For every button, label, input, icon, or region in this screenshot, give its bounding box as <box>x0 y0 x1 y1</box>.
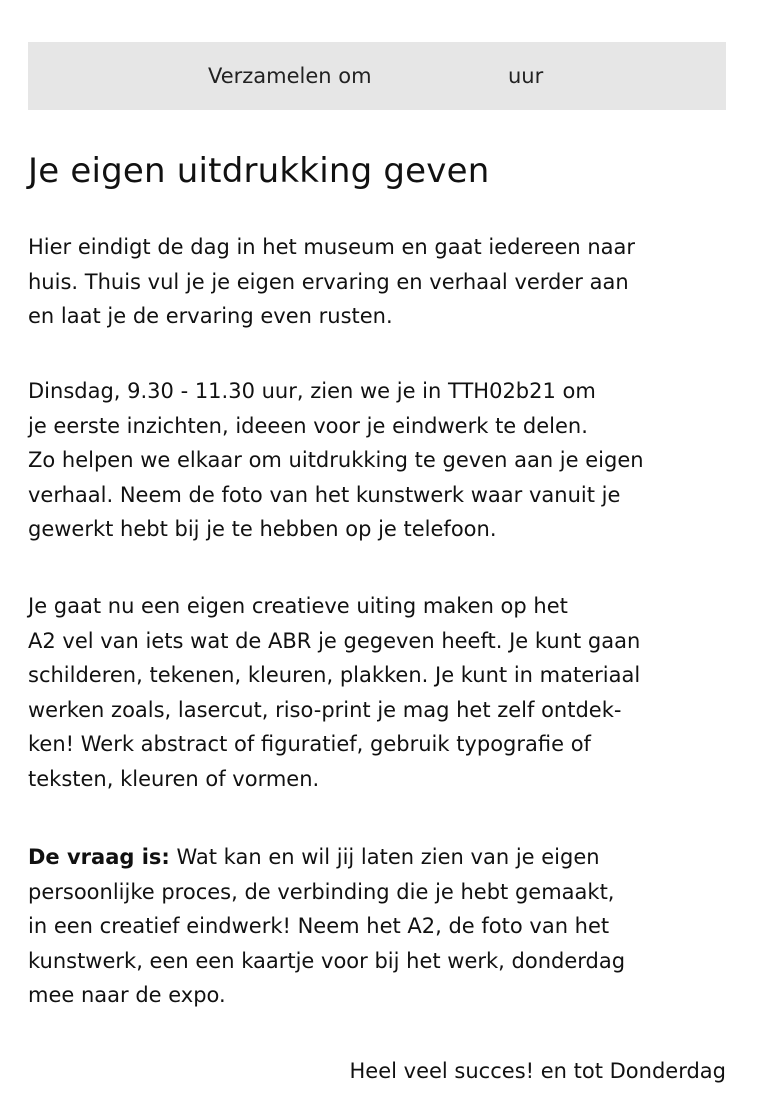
paragraph-creative-work <box>28 589 726 797</box>
question-text: Wat kan en wil jij laten zien van je eigen <box>169 845 600 869</box>
text-line: mee naar de expo. <box>28 983 226 1008</box>
text-line: teksten, kleuren of vormen. <box>28 766 320 791</box>
text-line: Je gaat nu een eigen creatieve uiting maken op het <box>28 594 568 618</box>
text-line: Hier eindigt de dag in het museum en gaat iedereen naar <box>28 235 636 259</box>
gathering-unit: uur <box>508 64 544 88</box>
paragraph-end-of-day <box>28 230 726 334</box>
text-line: Dinsdag, 9.30 - 11.30 uur, zien we je in TTH02b21 om <box>28 379 596 403</box>
paragraph-question <box>28 840 726 1013</box>
text-line: Zo helpen we elkaar om uitdrukking te geven aan je eigen <box>28 448 644 473</box>
text-line: werken zoals, lasercut, riso-print je mag het zelf ontdek- <box>28 697 622 722</box>
text-line: ken! Werk abstract of figuratief, gebruik typografie of <box>28 732 591 757</box>
text-line <box>28 840 726 875</box>
text-line: in een creatief eindwerk! Neem het A2, de foto van het <box>28 914 610 939</box>
gathering-time-banner <box>28 42 726 110</box>
text-line: schilderen, tekenen, kleuren, plakken. Je kunt in materiaal <box>28 663 641 688</box>
text-line: A2 vel van iets wat de ABR je gegeven heeft. Je kunt gaan <box>28 628 641 653</box>
text-line: je eerste inzichten, ideeen voor je eindwerk te delen. <box>28 413 588 438</box>
text-line: gewerkt hebt bij je te hebben op je telefoon. <box>28 517 497 542</box>
text-line: persoonlijke proces, de verbinding die je hebt gemaakt, <box>28 879 615 904</box>
question-lead: De vraag is: <box>28 845 170 869</box>
text-line: en laat je de ervaring even rusten. <box>28 304 393 329</box>
page-title: Je eigen uitdrukking geven <box>28 151 490 191</box>
closing-line: Heel veel succes! en tot Donderdag <box>349 1059 726 1083</box>
text-line: kunstwerk, een een kaartje voor bij het werk, donderdag <box>28 948 626 973</box>
text-line: verhaal. Neem de foto van het kunstwerk waar vanuit je <box>28 482 621 507</box>
paragraph-tuesday-session <box>28 374 726 547</box>
gathering-label: Verzamelen om <box>208 64 372 88</box>
text-line: huis. Thuis vul je je eigen ervaring en verhaal verder aan <box>28 269 629 294</box>
